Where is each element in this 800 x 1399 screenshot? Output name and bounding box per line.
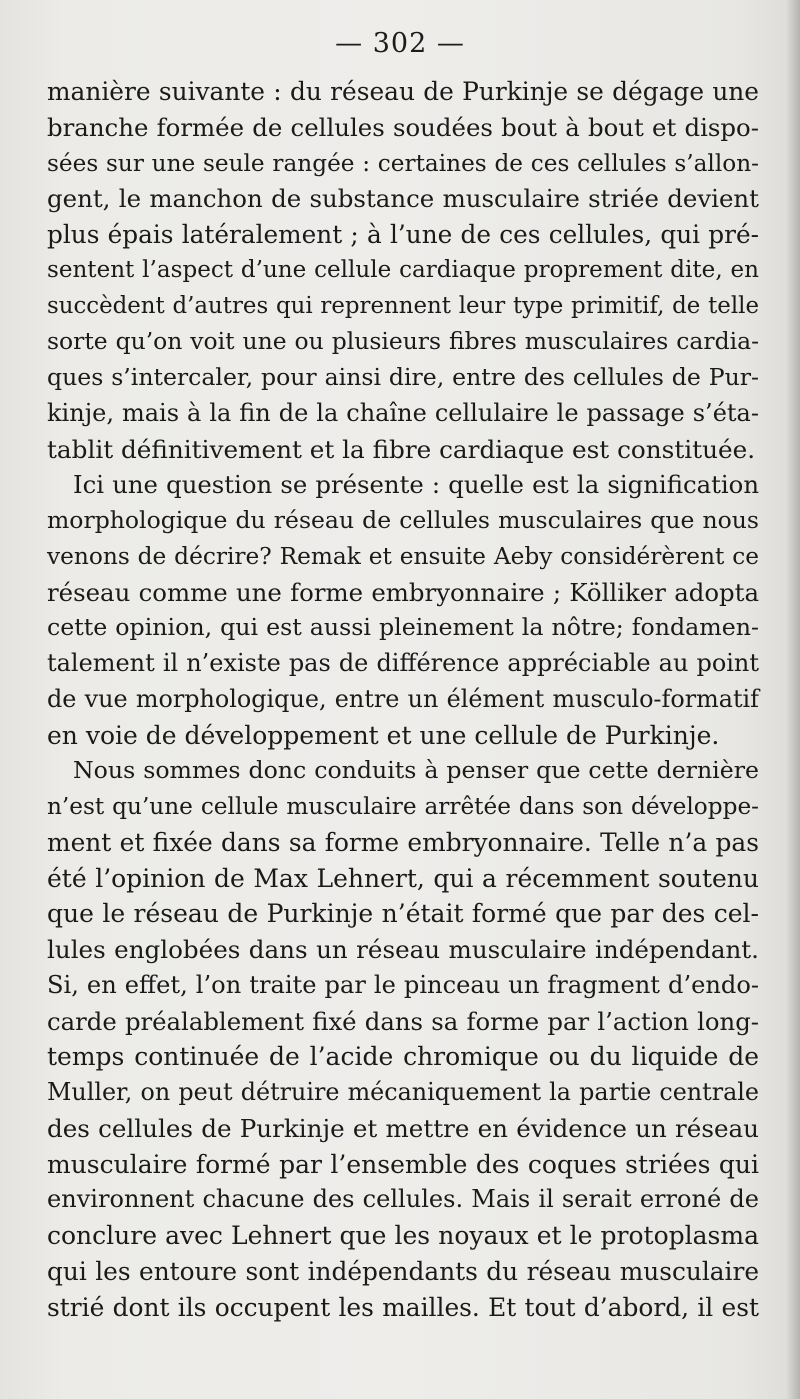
text-line: gent, le manchon de substance musculaire striée devient (47, 184, 759, 214)
text-line: ques s’intercaler, pour ainsi dire, entre des cellules de Pur- (47, 363, 759, 391)
text-line: sées sur une seule rangée : certaines de ces cellules s’allon- (47, 149, 759, 177)
text-line: lules englobées dans un réseau musculaire indépendant. (47, 935, 759, 964)
text-line: en voie de développement et une cellule de Purkinje. (47, 720, 720, 750)
text-line: été l’opinion de Max Lehnert, qui a récemment soutenu (47, 863, 759, 893)
text-line: plus épais latéralement ; à l’une de ces cellules, qui pré- (47, 220, 759, 249)
text-line: réseau comme une forme embryonnaire ; Kölliker adopta (47, 577, 759, 607)
text-line: ment et fixée dans sa forme embryonnaire. Telle n’a pas (47, 827, 759, 857)
text-line: conclure avec Lehnert que les noyaux et le protoplasma (47, 1221, 759, 1250)
text-line: succèdent d’autres qui reprennent leur type primitif, de telle (47, 292, 759, 319)
text-line: morphologique du réseau de cellules musculaires que nous (47, 506, 759, 534)
text-line: de vue morphologique, entre un élément musculo-formatif (47, 684, 759, 713)
text-line: qui les entoure sont indépendants du réseau musculaire (47, 1256, 759, 1286)
text-line: Si, en effet, l’on traite par le pinceau un fragment d’endo- (47, 970, 759, 999)
text-line: kinje, mais à la fin de la chaîne cellulaire le passage s’éta- (47, 398, 759, 427)
text-line: environnent chacune des cellules. Mais il serait erroné de (47, 1185, 759, 1214)
text-line: branche formée de cellules soudées bout à bout et dispo- (47, 112, 759, 142)
text-line: musculaire formé par l’ensemble des coques striées qui (47, 1149, 759, 1179)
text-line: n’est qu’une cellule musculaire arrêtée dans son développe- (47, 793, 759, 820)
text-line: tablit définitivement et la fibre cardiaque est constituée. (47, 434, 756, 464)
text-line: strié dont ils occupent les mailles. Et tout d’abord, il est (47, 1292, 759, 1322)
text-line: carde préalablement fixé dans sa forme par l’action long- (47, 1006, 759, 1036)
text-line: sentent l’aspect d’une cellule cardiaque proprement dite, en (47, 256, 759, 283)
text-line: temps continuée de l’acide chromique ou du liquide de (47, 1042, 759, 1072)
text-line: manière suivante : du réseau de Purkinje se dégage une (47, 77, 759, 106)
text-line: sorte qu’on voit une ou plusieurs fibres musculaires cardia- (47, 327, 759, 356)
body-text (47, 74, 759, 1325)
text-line: Ici une question se présente : quelle est la signification (73, 470, 759, 500)
text-line: venons de décrire? Remak et ensuite Aeby considérèrent ce (47, 542, 759, 570)
text-line: Muller, on peut détruire mécaniquement la partie centrale (47, 1078, 759, 1106)
text-line: cette opinion, qui est aussi pleinement la nôtre; fondamen- (47, 613, 759, 642)
text-line: Nous sommes donc conduits à penser que cette dernière (73, 756, 759, 785)
text-line: des cellules de Purkinje et mettre en évidence un réseau (47, 1113, 759, 1143)
page-number: — 302 — (335, 28, 465, 59)
text-line: que le réseau de Purkinje n’était formé que par des cel- (47, 899, 759, 929)
text-line: talement il n’existe pas de différence appréciable au point (47, 649, 759, 677)
page-edge-shadow (786, 0, 800, 1399)
